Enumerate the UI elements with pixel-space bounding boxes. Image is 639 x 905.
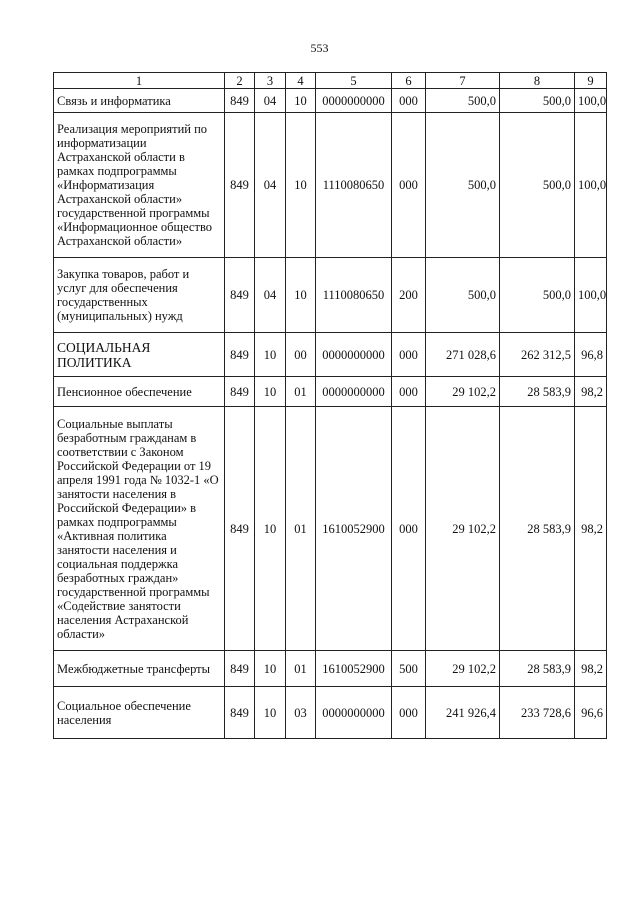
header-col-4: 4 — [286, 73, 316, 89]
row-code-3: 04 — [255, 89, 286, 113]
row-code-5: 0000000000 — [316, 377, 392, 407]
row-value-8: 28 583,9 — [500, 377, 575, 407]
budget-table — [53, 72, 607, 739]
row-value-8: 28 583,9 — [500, 651, 575, 687]
row-value-8: 500,0 — [500, 113, 575, 258]
header-col-8: 8 — [500, 73, 575, 89]
row-value-9: 100,0 — [575, 258, 607, 333]
row-value-8: 262 312,5 — [500, 333, 575, 377]
row-code-2: 849 — [225, 89, 255, 113]
table-row — [54, 407, 607, 651]
header-col-5: 5 — [316, 73, 392, 89]
row-code-6: 000 — [392, 407, 426, 651]
row-name: Закупка товаров, работ и услуг для обеспечения государственных (муниципальных) нужд — [54, 258, 225, 333]
table-row — [54, 333, 607, 377]
table-header — [54, 73, 607, 89]
header-col-7: 7 — [426, 73, 500, 89]
row-code-5: 0000000000 — [316, 687, 392, 739]
row-code-4: 01 — [286, 651, 316, 687]
row-value-7: 29 102,2 — [426, 651, 500, 687]
row-code-2: 849 — [225, 651, 255, 687]
row-value-9: 96,6 — [575, 687, 607, 739]
header-col-9: 9 — [575, 73, 607, 89]
row-value-9: 100,0 — [575, 89, 607, 113]
page-number: 553 — [310, 41, 329, 55]
row-code-4: 00 — [286, 333, 316, 377]
row-code-2: 849 — [225, 333, 255, 377]
table-row — [54, 113, 607, 258]
row-name: Пенсионное обеспечение — [54, 377, 225, 407]
row-name: СОЦИАЛЬНАЯ ПОЛИТИКА — [54, 333, 225, 377]
row-value-8: 500,0 — [500, 89, 575, 113]
row-code-2: 849 — [225, 113, 255, 258]
table-row — [54, 258, 607, 333]
row-code-3: 10 — [255, 651, 286, 687]
row-code-2: 849 — [225, 377, 255, 407]
row-code-5: 1110080650 — [316, 113, 392, 258]
row-code-3: 10 — [255, 333, 286, 377]
row-code-6: 000 — [392, 377, 426, 407]
table-row — [54, 687, 607, 739]
row-code-5: 0000000000 — [316, 89, 392, 113]
row-value-8: 500,0 — [500, 258, 575, 333]
row-value-7: 500,0 — [426, 89, 500, 113]
row-value-9: 98,2 — [575, 377, 607, 407]
row-code-3: 10 — [255, 407, 286, 651]
row-name: Социальные выплаты безработным гражданам в соответствии с Законом Российской Федерации от 19 апреля 1991 года № 1032-1 «О занятости населения в Российской Федерации» в рамках подпрограммы «Активная политика занятости населения и социальная поддержка безработных граждан» государственной программы «Содействие занятости населения Астраханской области» — [54, 407, 225, 651]
table-row — [54, 89, 607, 113]
row-code-3: 04 — [255, 113, 286, 258]
row-code-3: 04 — [255, 258, 286, 333]
row-code-6: 000 — [392, 113, 426, 258]
row-value-9: 100,0 — [575, 113, 607, 258]
row-name: Межбюджетные трансферты — [54, 651, 225, 687]
row-code-4: 01 — [286, 407, 316, 651]
row-code-4: 03 — [286, 687, 316, 739]
row-code-4: 10 — [286, 258, 316, 333]
row-value-9: 98,2 — [575, 651, 607, 687]
table-row — [54, 377, 607, 407]
header-col-1: 1 — [54, 73, 225, 89]
row-value-9: 98,2 — [575, 407, 607, 651]
row-value-8: 28 583,9 — [500, 407, 575, 651]
row-value-8: 233 728,6 — [500, 687, 575, 739]
row-value-7: 500,0 — [426, 258, 500, 333]
row-code-3: 10 — [255, 687, 286, 739]
table-row — [54, 651, 607, 687]
row-code-4: 10 — [286, 89, 316, 113]
row-value-7: 500,0 — [426, 113, 500, 258]
row-code-5: 1610052900 — [316, 407, 392, 651]
row-code-2: 849 — [225, 407, 255, 651]
row-code-5: 1110080650 — [316, 258, 392, 333]
row-code-2: 849 — [225, 258, 255, 333]
row-name: Реализация мероприятий по информатизации Астраханской области в рамках подпрограммы «Информатизация Астраханской области» государственной программы «Информационное общество Астраханской области» — [54, 113, 225, 258]
row-code-5: 0000000000 — [316, 333, 392, 377]
row-code-6: 000 — [392, 89, 426, 113]
row-code-6: 000 — [392, 333, 426, 377]
row-value-7: 241 926,4 — [426, 687, 500, 739]
row-value-9: 96,8 — [575, 333, 607, 377]
row-value-7: 29 102,2 — [426, 377, 500, 407]
header-col-6: 6 — [392, 73, 426, 89]
row-code-4: 01 — [286, 377, 316, 407]
row-code-4: 10 — [286, 113, 316, 258]
row-value-7: 29 102,2 — [426, 407, 500, 651]
row-name: Социальное обеспечение населения — [54, 687, 225, 739]
row-code-6: 200 — [392, 258, 426, 333]
row-code-6: 500 — [392, 651, 426, 687]
row-code-3: 10 — [255, 377, 286, 407]
header-col-2: 2 — [225, 73, 255, 89]
row-code-6: 000 — [392, 687, 426, 739]
header-col-3: 3 — [255, 73, 286, 89]
row-code-5: 1610052900 — [316, 651, 392, 687]
row-value-7: 271 028,6 — [426, 333, 500, 377]
row-name: Связь и информатика — [54, 89, 225, 113]
row-code-2: 849 — [225, 687, 255, 739]
